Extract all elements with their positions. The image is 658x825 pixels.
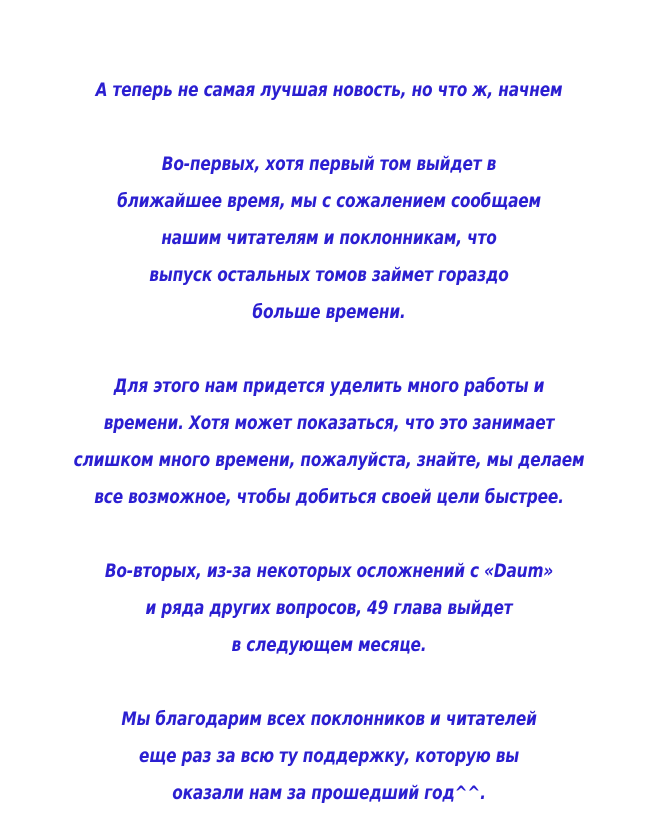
paragraph-third	[0, 553, 658, 664]
text-line: в следующем месяце.	[231, 634, 427, 656]
paragraph-gap	[0, 664, 658, 701]
text-line: все возможное, чтобы добиться своей цели быстрее.	[94, 486, 564, 508]
text-line: нашим читателям и поклонникам, что	[161, 227, 497, 249]
paragraph-first	[0, 146, 658, 331]
text-line: ближайшее время, мы с сожалением сообщаем	[117, 190, 541, 212]
paragraph-second	[0, 368, 658, 516]
text-line: Во-первых, хотя первый том выйдет в	[161, 153, 497, 175]
intro-line: А теперь не самая лучшая новость, но что ж, начнем	[95, 79, 563, 101]
text-line: Для этого нам придется уделить много работы и	[113, 375, 545, 397]
text-line: слишком много времени, пожалуйста, знайте, мы делаем	[73, 449, 585, 471]
paragraph-fourth	[0, 701, 658, 812]
text-line: выпуск остальных томов займет гораздо	[149, 264, 509, 286]
text-line: оказали нам за прошедший год^^.	[172, 782, 486, 804]
text-line: больше времени.	[252, 301, 406, 323]
text-line: и ряда других вопросов, 49 глава выйдет	[145, 597, 513, 619]
text-line: Во-вторых, из-за некоторых осложнений с «Daum»	[104, 560, 554, 582]
text-line: Мы благодарим всех поклонников и читателей	[121, 708, 537, 730]
paragraph-gap	[0, 331, 658, 368]
text-line: еще раз за всю ту поддержку, которую вы	[138, 745, 519, 767]
paragraph-gap	[0, 516, 658, 553]
paragraph-gap	[0, 109, 658, 146]
text-line: времени. Хотя может показаться, что это занимает	[103, 412, 555, 434]
